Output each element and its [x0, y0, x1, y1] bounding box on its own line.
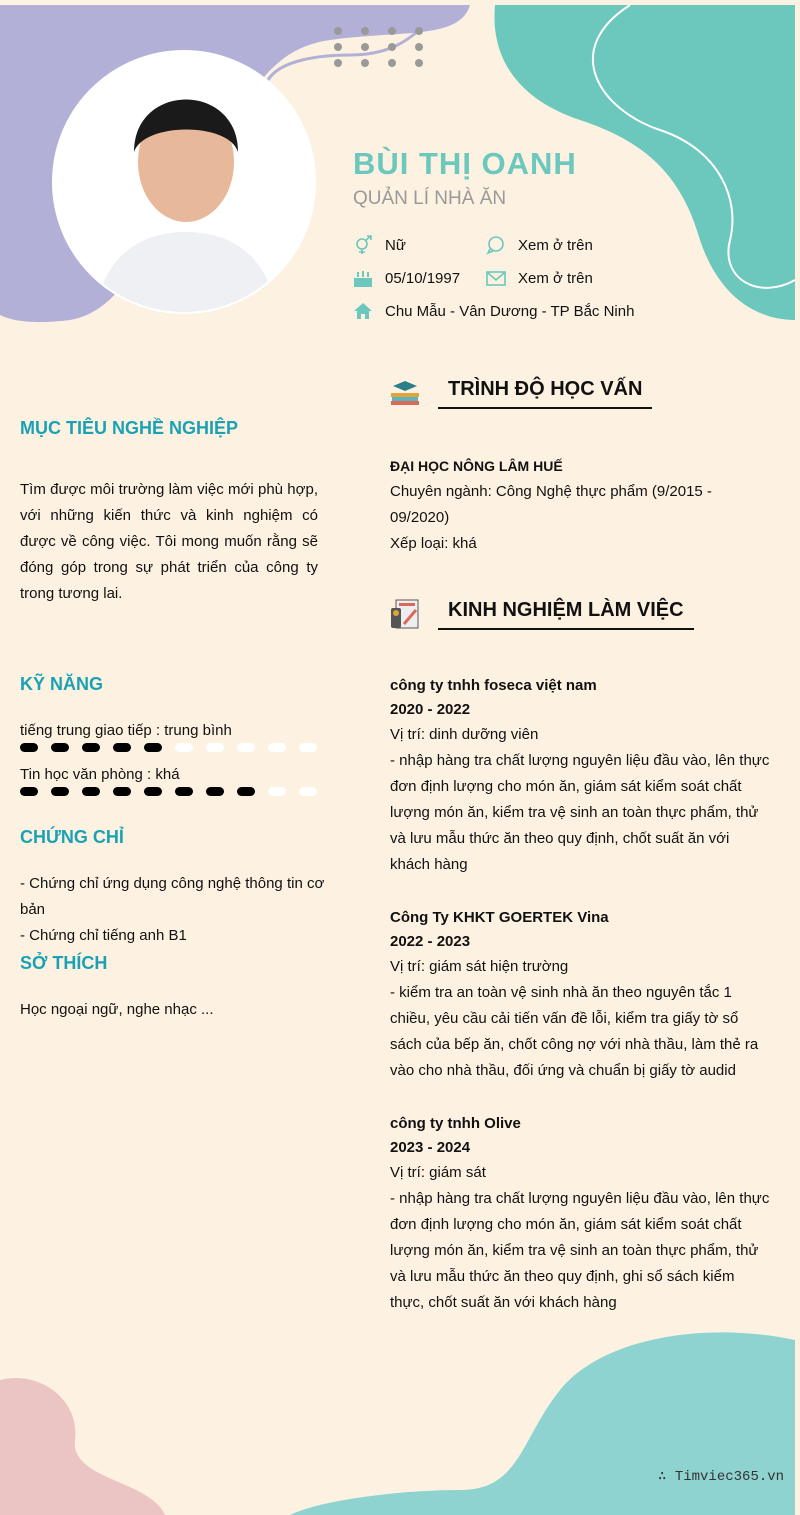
skill-level-dash	[51, 787, 69, 796]
skill-level-dash	[299, 787, 317, 796]
gender-value: Nữ	[385, 236, 406, 254]
skill-level-dash	[206, 787, 224, 796]
education-major: Chuyên ngành: Công Nghệ thực phẩm (9/2015 - 09/2020)	[390, 483, 712, 526]
job-description: - nhập hàng tra chất lượng nguyên liệu đầu vào, lên thực đơn định lượng cho món ăn, giám sát kiểm soát chất lượng món ăn, kiểm tra vệ sinh an toàn thực phẩm, thử và lưu mẫu thức ăn theo quy định, chốt suất ăn với khách hàng	[390, 752, 770, 873]
birthday-cake-icon	[353, 268, 373, 288]
skill-label: Tin học văn phòng : khá	[20, 766, 180, 783]
skill-level-dash	[299, 743, 317, 752]
gender-icon	[353, 235, 373, 255]
job-years: 2022 - 2023	[390, 933, 471, 950]
education-heading: TRÌNH ĐỘ HỌC VẤN	[438, 378, 652, 409]
skill-level-dash	[268, 787, 286, 796]
certificates-heading: CHỨNG CHỈ	[20, 827, 124, 847]
job-item	[390, 906, 770, 1084]
skill-level-dash	[175, 743, 193, 752]
objective-text: Tìm được môi trường làm việc mới phù hợp, với những kiến thức và kinh nghiệm có được về công việc. Tôi mong muốn rằng sẽ đóng góp trong sự phát triển của công ty trong tương lai.	[20, 481, 318, 602]
skill-level-dash	[82, 743, 100, 752]
skill-level-bar	[20, 787, 320, 796]
work-document-icon	[390, 598, 420, 630]
hobbies-text: Học ngoại ngữ, nghe nhạc ...	[20, 1001, 214, 1018]
job-company: công ty tnhh foseca việt nam	[390, 677, 597, 694]
skill-level-dash	[20, 743, 38, 752]
job-company: công ty tnhh Olive	[390, 1115, 521, 1132]
skill-list	[20, 722, 320, 810]
skill-level-dash	[20, 787, 38, 796]
certificate-list	[20, 871, 330, 949]
job-description: - nhập hàng tra chất lượng nguyên liệu đầu vào, lên thực đơn định lượng cho món ăn, giám sát kiểm soát chất lượng món ăn, kiểm tra vệ sinh an toàn thực phẩm, thử và lưu mẫu thức ăn theo quy định, ghi sổ sách kiểm thực, chốt suất ăn với khách hàng	[390, 1190, 770, 1311]
job-company: Công Ty KHKT GOERTEK Vina	[390, 909, 609, 926]
email-value: Xem ở trên	[518, 269, 593, 287]
watermark: ∴ Timviec365.vn	[658, 1469, 785, 1485]
skill-level-dash	[206, 743, 224, 752]
job-years: 2020 - 2022	[390, 701, 471, 718]
job-role: Vị trí: dinh dưỡng viên	[390, 726, 539, 743]
phone-info	[486, 235, 593, 255]
candidate-name: BÙI THỊ OANH	[353, 146, 577, 181]
skill-level-dash	[51, 743, 69, 752]
gender-info	[353, 235, 406, 255]
address-info	[353, 301, 634, 321]
job-role: Vị trí: giám sát hiện trường	[390, 958, 569, 975]
birthday-info	[353, 268, 460, 288]
email-info	[486, 268, 593, 288]
certificate-item: - Chứng chỉ ứng dụng công nghệ thông tin cơ bản	[20, 875, 325, 918]
skill-level-dash	[144, 787, 162, 796]
birthday-value: 05/10/1997	[385, 269, 461, 287]
graduation-books-icon	[390, 379, 420, 409]
skill-level-bar	[20, 743, 320, 752]
hobbies-heading: SỞ THÍCH	[20, 953, 108, 973]
whatsapp-icon	[486, 235, 506, 255]
skill-level-dash	[82, 787, 100, 796]
education-block	[390, 453, 770, 557]
objective-heading: MỤC TIÊU NGHỀ NGHIỆP	[20, 418, 239, 438]
education-heading-row	[390, 378, 652, 409]
certificate-item: - Chứng chỉ tiếng anh B1	[20, 927, 187, 944]
skill-level-dash	[237, 787, 255, 796]
profile-photo	[52, 50, 316, 314]
skill-level-dash	[144, 743, 162, 752]
education-grade: Xếp loại: khá	[390, 535, 477, 552]
skill-item	[20, 722, 320, 752]
address-value: Chu Mẫu - Vân Dương - TP Bắc Ninh	[385, 302, 635, 320]
skill-level-dash	[268, 743, 286, 752]
email-icon	[486, 268, 506, 288]
job-description: - kiểm tra an toàn vệ sinh nhà ăn theo nguyên tắc 1 chiều, yêu cầu cải tiến vấn đề lỗi, kiểm tra giấy tờ sổ sách của bếp ăn, chốt công nợ với nhà thầu, làm thẻ ra vào cho nhà thầu, đối ứng và chuẩn bị giấy tờ audid	[390, 984, 759, 1079]
job-role: Vị trí: giám sát	[390, 1164, 486, 1181]
candidate-position: QUẢN LÍ NHÀ ĂN	[353, 188, 507, 209]
home-icon	[353, 301, 373, 321]
skill-label: tiếng trung giao tiếp : trung bình	[20, 722, 232, 739]
school-name: ĐẠI HỌC NÔNG LÂM HUẾ	[390, 458, 563, 474]
skill-item	[20, 766, 320, 796]
skill-level-dash	[175, 787, 193, 796]
phone-value: Xem ở trên	[518, 236, 593, 254]
job-years: 2023 - 2024	[390, 1139, 471, 1156]
job-item	[390, 674, 770, 878]
experience-heading-row	[390, 598, 694, 630]
skill-level-dash	[237, 743, 255, 752]
experience-heading: KINH NGHIỆM LÀM VIỆC	[438, 599, 694, 630]
skill-level-dash	[113, 787, 131, 796]
skills-heading: KỸ NĂNG	[20, 674, 104, 694]
job-item	[390, 1112, 770, 1316]
skill-level-dash	[113, 743, 131, 752]
